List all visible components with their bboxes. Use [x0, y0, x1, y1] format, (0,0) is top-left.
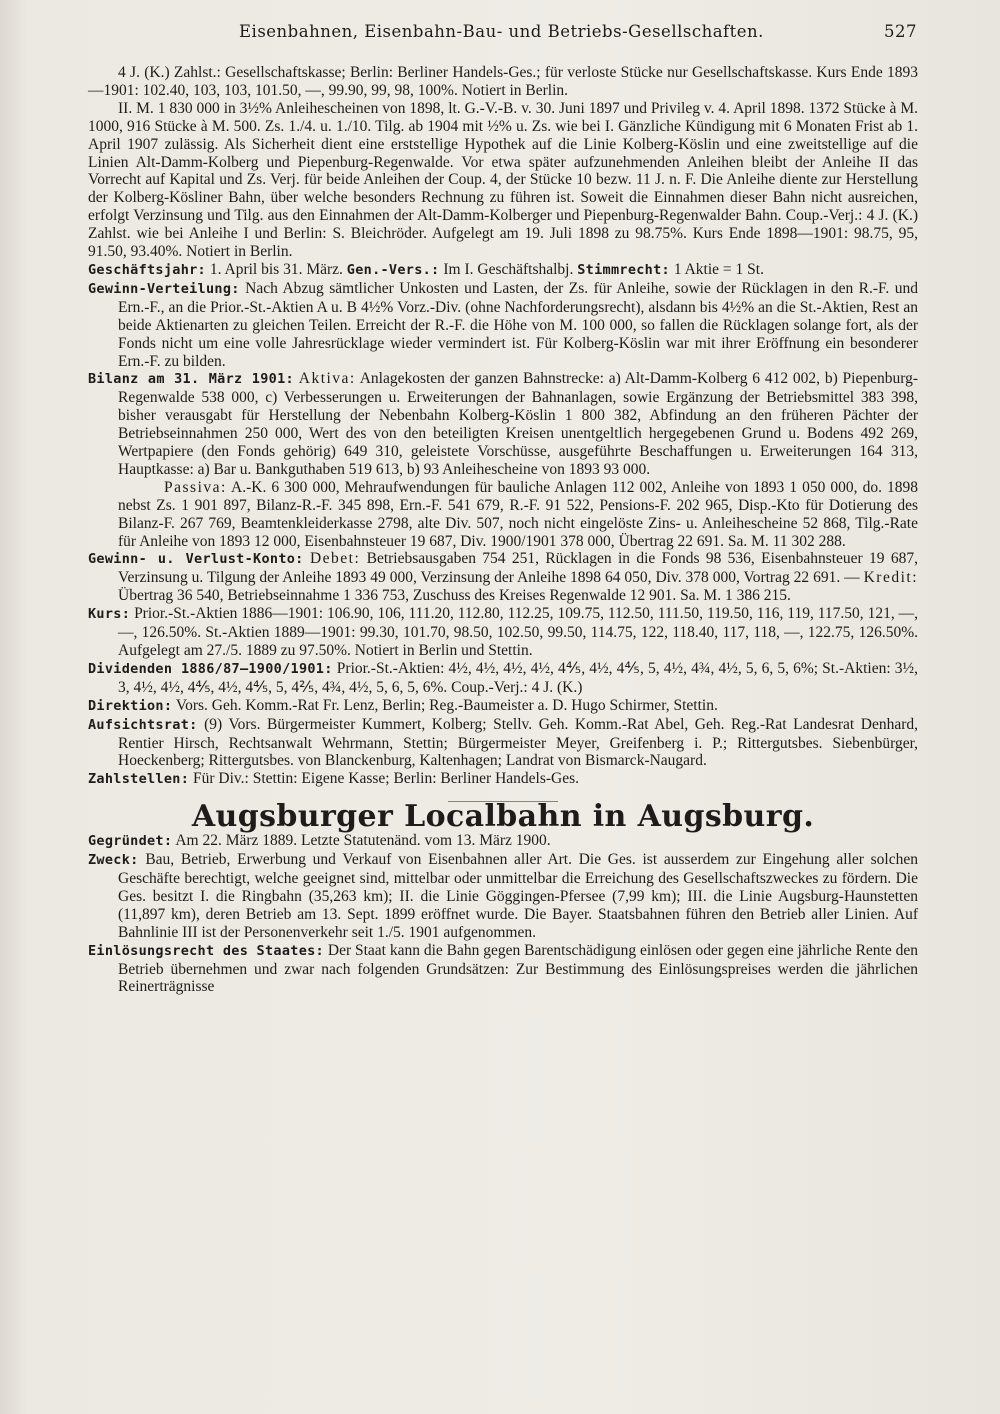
passiva-word: Passiva:	[164, 478, 227, 496]
aufsichtsrat-entry	[88, 716, 918, 771]
running-head-title: Eisenbahnen, Eisenbahn-Bau- und Betriebs-Gesellschaften.	[239, 22, 764, 41]
einloesungsrecht-text: Der Staat kann die Bahn gegen Barentschädigung einlösen oder gegen eine jährliche Rente den Betrieb übernehmen und zwar nach folgenden Grundsätzen: Zur Bestimmung des Einlösungspreises werden die jährlichen Reinerträgnisse	[118, 941, 918, 996]
bilanz-passiva-entry	[88, 479, 918, 551]
guv-debet-text: Betriebsausgaben 754 251, Rücklagen in die Fonds 98 536, Eisenbahnsteuer 19 687, Verzinsung u. Tilgung der Anleihe 1893 49 000, Verzinsung der Anleihe 1898 64 050, Div. 378 000, Vortrag 22 691. —	[118, 550, 918, 587]
dividenden-label: Dividenden 1886/87—1900/1901:	[88, 660, 333, 677]
zweck-label: Zweck:	[88, 852, 139, 869]
zahlstellen-entry	[88, 770, 918, 789]
geschaeftsjahr-text: 1. April bis 31. März.	[209, 260, 343, 278]
anleihe-i-paragraph	[88, 64, 918, 100]
gegruendet-label: Gegründet:	[88, 833, 173, 850]
zahlstellen-label: Zahlstellen:	[88, 771, 190, 788]
direktion-entry	[88, 697, 918, 716]
company-heading: Augsburger Localbahn in Augsburg.	[191, 799, 815, 835]
gewinn-verteilung-label: Gewinn-Verteilung:	[88, 280, 240, 297]
anleihe-ii-paragraph	[88, 100, 918, 261]
stimmrecht-label: Stimmrecht:	[577, 261, 670, 278]
anleihe-i-text: 4 J. (K.) Zahlst.: Gesellschaftskasse; Berlin: Berliner Handels-Ges.; für verloste Stücke nur Gesellschaftskasse. Kurs Ende 1893—1901: 102.40, 103, 103, 101.50, —, 99.90, 99, 98, 100%. Notiert in Berlin.	[88, 64, 918, 99]
text-column	[88, 64, 918, 996]
kredit-word: Kredit:	[863, 569, 919, 587]
einloesungsrecht-entry	[88, 942, 918, 997]
bilanz-label: Bilanz am 31. März 1901:	[88, 371, 294, 388]
gewinn-verteilung-text: Nach Abzug sämtlicher Unkosten und Lasten, der Zs. für Anleihe, sowie der Rücklagen in den R.-F. und Ern.-F., an die Prior.-St.-Aktien A u. B 4½% Vorz.-Div. (ohne Nachforderungsrecht), alsdann bis 4½% an die St.-Aktien, Rest an beide Aktienarten zu gleichen Teilen. Erreicht der R.-F. die Höhe von M. 100 000, so fallen die Rücklagen solange fort, als der Fonds nicht um eine volle Jahresrücklage wieder vermindert ist. Für Kolberg-Köslin war mit ihrer Eröffnung ein besonderer Ern.-F. zu bilden.	[118, 279, 918, 370]
geschaeftsjahr-label: Geschäftsjahr:	[88, 261, 206, 278]
einloesungsrecht-label: Einlösungsrecht des Staates:	[88, 942, 324, 959]
gen-vers-label: Gen.-Vers.:	[346, 261, 440, 278]
zweck-entry	[88, 851, 918, 942]
gegruendet-text: Am 22. März 1889. Letzte Statutenänd. vom 13. März 1900.	[175, 832, 551, 850]
stimmrecht-text: 1 Aktie = 1 St.	[673, 260, 764, 278]
zweck-text: Bau, Betrieb, Erwerbung und Verkauf von Eisenbahnen aller Art. Die Ges. ist ausserdem zur Eingehung aller solchen Geschäfte berechtigt, welche geeignet sind, mittelbar oder unmittelbar die Erreichung des Gesellschaftszweckes zu fördern. Die Ges. besitzt I. die Ringbahn (35,263 km); II. die Linie Göggingen-Pfersee (7,99 km); III. die Linie Augsburg-Haunstetten (11,897 km), deren Betrieb am 13. Sept. 1899 eröffnet wurde. Die Bayer. Staatsbahnen führen den Betrieb aller Linien. Auf Bahnlinie III ist der Personenverkehr seit 1./5. 1901 aufgenommen.	[118, 851, 919, 941]
direktion-label: Direktion:	[88, 697, 173, 714]
kurs-entry	[88, 605, 918, 660]
kurs-text: Prior.-St.-Aktien 1886—1901: 106.90, 106, 111.20, 112.80, 112.25, 109.75, 112.50, 111.50, 119.50, 116, 119, 117.50, 121, —, —, 126.50%. St.-Aktien 1889—1901: 99.30, 101.70, 98.50, 102.50, 99.50, 114.75, 122, 118.40, 117, 118, —, 122.75, 126.50%. Aufgelegt am 27./5. 1889 zu 97.50%. Notiert in Berlin und Stettin.	[118, 605, 919, 659]
anleihe-ii-text: II. M. 1 830 000 in 3½% Anleihescheinen von 1898, lt. G.-V.-B. v. 30. Juni 1897 und Privileg v. 4. April 1898. 1372 Stücke à M. 1000, 916 Stücke à M. 500. Zs. 1./4. u. 1./10. Tilg. ab 1904 mit ½% u. Zs. wie bei I. Gänzliche Kündigung mit 6 Monaten Frist ab 1. April 1907 zulässig. Als Sicherheit dient eine erststellige Hypothek auf die Linie Kolberg-Köslin und eine zweitstellige auf die Linien Alt-Damm-Kolberg und Piepenburg-Regenwalde. Vor etwa später aufzunehmenden Anleihen bleibt der Anleihe II das Vorrecht auf Kapital und Zs. Verj. für beide Anleihen der Coup. 4, der Stücke 10 bezw. 11 J. n. F. Die Anleihe diente zur Herstellung der Kolberg-Kösliner Bahn, über welche besonders Rechnung zu führen ist. Soweit die Einnahmen dieser Bahn nicht ausreichen, erfolgt Verzinsung und Tilg. aus den Einnahmen der Alt-Damm-Kolberger und Piepenburg-Regenwalder Bahn. Coup.-Verj.: 4 J. (K.) Zahlst. wie bei Anleihe I und Berlin: S. Bleichröder. Aufgelegt am 19. Juli 1898 zu 98.75%. Kurs Ende 1898—1901: 98.75, 95, 91.50, 93.40%. Notiert in Berlin.	[88, 99, 918, 261]
geschaeftsjahr-line	[88, 261, 918, 280]
aufsichtsrat-label: Aufsichtsrat:	[88, 716, 198, 733]
dividenden-entry	[88, 660, 918, 697]
aufsichtsrat-text: (9) Vors. Bürgermeister Kummert, Kolberg; Stellv. Geh. Komm.-Rat Abel, Geh. Reg.-Rat Landesrat Denhard, Rentier Hirsch, Rechtsanwalt Wehrmann, Stettin; Bürgermeister Meyer, Greifenberg i. P.; Rittergutsbes. Siebenbürger, Hoeckenberg; Rittergutsbes. von Blanckenburg, Kaltenhagen; Landrat von Bismarck-Naugard.	[118, 715, 918, 770]
bilanz-passiva-text: A.-K. 6 300 000, Mehraufwendungen für bauliche Anlagen 112 002, Anleihe von 1893 1 050 000, do. 1898 nebst Zs. 1 901 897, Bilanz-R.-F. 345 898, Ern.-F. 541 679, R.-F. 91 522, Pensions-F. 202 965, Disp.-Kto für Dotierung des Bilanz-F. 267 769, Beamtenkleiderkasse 2798, alte Div. 507, noch nicht eingelöste Zins- u. Anleihescheine 52 868, Tilg.-Rate für Anleihe von 1893 12 000, Eisenbahnsteuer 19 687, Div. 1900/1901 378 000, Übertrag 22 691. Sa. M. 11 302 288.	[118, 478, 918, 550]
guv-kredit-text: Übertrag 36 540, Betriebseinnahme 1 336 753, Zuschuss des Kreises Regenwalde 12 901. Sa. M. 1 386 215.	[118, 587, 791, 605]
aktiva-word: Aktiva:	[298, 370, 356, 388]
zahlstellen-text: Für Div.: Stettin: Eigene Kasse; Berlin: Berliner Handels-Ges.	[193, 770, 580, 788]
dividenden-text: Prior.-St.-Aktien: 4½, 4½, 4½, 4½, 4⅘, 4½, 4⅘, 5, 4½, 4¾, 4½, 5, 6, 5, 6%; St.-Aktien: 3½, 3, 4½, 4½, 4⅘, 4½, 4⅘, 5, 4⅖, 4¾, 4½, 5, 6, 5, 6%. Coup.-Verj.: 4 J. (K.)	[118, 659, 918, 696]
kurs-label: Kurs:	[88, 606, 131, 623]
debet-word: Debet:	[309, 550, 361, 568]
bilanz-aktiva-text: Anlagekosten der ganzen Bahnstrecke: a) Alt-Damm-Kolberg 6 412 002, b) Piepenburg-Regenwalde 538 000, c) Verbesserungen u. Erweiterungen der Bahnanlagen, sowie Ergänzung der Betriebsmittel 383 398, bisher verausgabt für Herstellung der Nebenbahn Kolberg-Köslin 1 800 382, Abfindung an den früheren Pächter der Betriebseinnahmen 250 000, Wert des von den beteiligten Kreisen unentgeltlich hergegebenen Grund u. Bodens 492 269, Wertpapiere (den Fonds gehörig) 649 310, geleistete Vorschüsse, ausgeführte Beschaffungen u. Erweiterungen 164 313, Hauptkasse: a) Bar u. Bankguthaben 519 613, b) 93 Anleihescheine von 1893 93 000.	[118, 370, 919, 478]
gegruendet-entry	[88, 832, 918, 851]
guv-label: Gewinn- u. Verlust-Konto:	[88, 551, 304, 568]
page-number: 527	[884, 22, 917, 41]
guv-entry	[88, 550, 918, 605]
gen-vers-text: Im I. Geschäftshalbj.	[443, 260, 574, 278]
direktion-text: Vors. Geh. Komm.-Rat Fr. Lenz, Berlin; Reg.-Baumeister a. D. Hugo Schirmer, Stettin.	[175, 696, 718, 714]
gewinn-verteilung-entry	[88, 280, 918, 371]
bilanz-entry	[88, 370, 918, 478]
